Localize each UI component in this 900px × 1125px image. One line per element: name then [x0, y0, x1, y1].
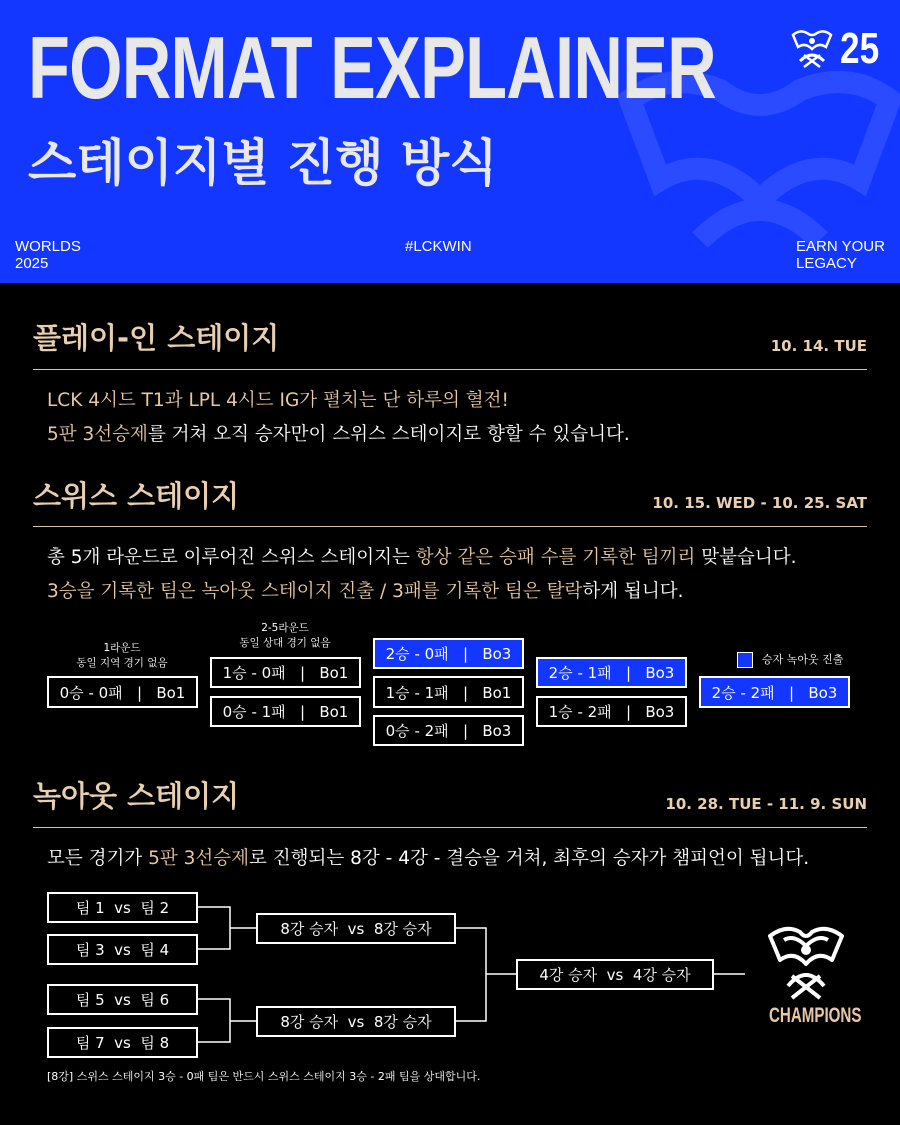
swiss-box-2-2: 2승 - 2패 | Bo3 [699, 676, 850, 708]
quarterfinal-1: 팀 1 vs 팀 2 [47, 892, 198, 923]
knockout-divider [33, 827, 867, 828]
hashtag-label: #LCKWIN [405, 238, 472, 255]
playin-line1: LCK 4시드 T1과 LPL 4시드 IG가 펼치는 단 하루의 혈전! [47, 390, 509, 411]
legend-label: 승자 녹아웃 진출 [762, 653, 844, 666]
playin-title: 플레이-인 스테이지 [33, 321, 280, 355]
quarterfinal-3: 팀 5 vs 팀 6 [47, 984, 198, 1015]
worlds-trophy-icon [790, 27, 834, 71]
swiss-box-1-0: 1승 - 0패 | Bo1 [210, 657, 361, 688]
title-korean: 스테이지별 진행 방식 [28, 134, 498, 192]
quarterfinal-2: 팀 3 vs 팀 4 [47, 934, 198, 965]
champions-label: CHAMPIONS [769, 1004, 862, 1027]
swiss-box-2-1: 2승 - 1패 | Bo3 [536, 657, 687, 688]
swiss-line1: 총 5개 라운드로 이루어진 스위스 스테이지는 항상 같은 승패 수를 기록한 팀끼리 맞붙습니다. [47, 547, 797, 568]
header-banner [0, 0, 900, 283]
swiss-divider [33, 526, 867, 527]
swiss-box-0-2: 0승 - 2패 | Bo3 [373, 715, 524, 746]
round1-caption: 1라운드 동일 지역 경기 없음 [76, 642, 168, 669]
swiss-title: 스위스 스테이지 [33, 479, 240, 513]
swiss-box-2-0: 2승 - 0패 | Bo3 [373, 638, 524, 669]
knockout-footnote: [8강] 스위스 스테이지 3승 - 0패 팀은 반드시 스위스 스테이지 3승 - 2패 팀을 상대합니다. [47, 1070, 481, 1083]
swiss-box-0-0: 0승 - 0패 | Bo1 [47, 676, 198, 708]
knockout-title: 녹아웃 스테이지 [33, 779, 240, 813]
knockout-line: 모든 경기가 5판 3선승제로 진행되는 8강 - 4강 - 결승을 거쳐, 최후의 승자가 챔피언이 됩니다. [47, 848, 810, 869]
playin-date: 10. 14. TUE [770, 337, 867, 355]
knockout-date: 10. 28. TUE - 11. 9. SUN [665, 795, 867, 813]
playin-line2: 5판 3선승제를 거쳐 오직 승자만이 스위스 스테이지로 향할 수 있습니다. [47, 424, 630, 445]
worlds-logo [790, 24, 889, 74]
final-match: 4강 승자 vs 4강 승자 [516, 959, 714, 990]
semifinal-2: 8강 승자 vs 8강 승자 [256, 1006, 456, 1037]
slogan-label: EARN YOUR LEGACY [796, 238, 885, 272]
swiss-line2: 3승을 기록한 팀은 녹아웃 스테이지 진출 / 3패를 기록한 팀은 탈락하게 됩니다. [47, 581, 684, 602]
round25-caption: 2-5라운드 동일 상대 경기 없음 [239, 622, 331, 649]
swiss-box-1-1: 1승 - 1패 | Bo1 [373, 676, 524, 708]
quarterfinal-4: 팀 7 vs 팀 8 [47, 1027, 198, 1058]
legend-swatch [737, 652, 753, 668]
logo-number: 25 [840, 24, 880, 73]
title-english: FORMAT EXPLAINER [28, 18, 716, 117]
worlds-2025-label: WORLDS 2025 [15, 238, 81, 272]
swiss-date: 10. 15. WED - 10. 25. SAT [652, 494, 867, 512]
swiss-box-0-1: 0승 - 1패 | Bo1 [210, 696, 361, 727]
swiss-box-1-2: 1승 - 2패 | Bo3 [536, 696, 687, 727]
semifinal-1: 8강 승자 vs 8강 승자 [256, 913, 456, 944]
playin-divider [33, 369, 867, 370]
